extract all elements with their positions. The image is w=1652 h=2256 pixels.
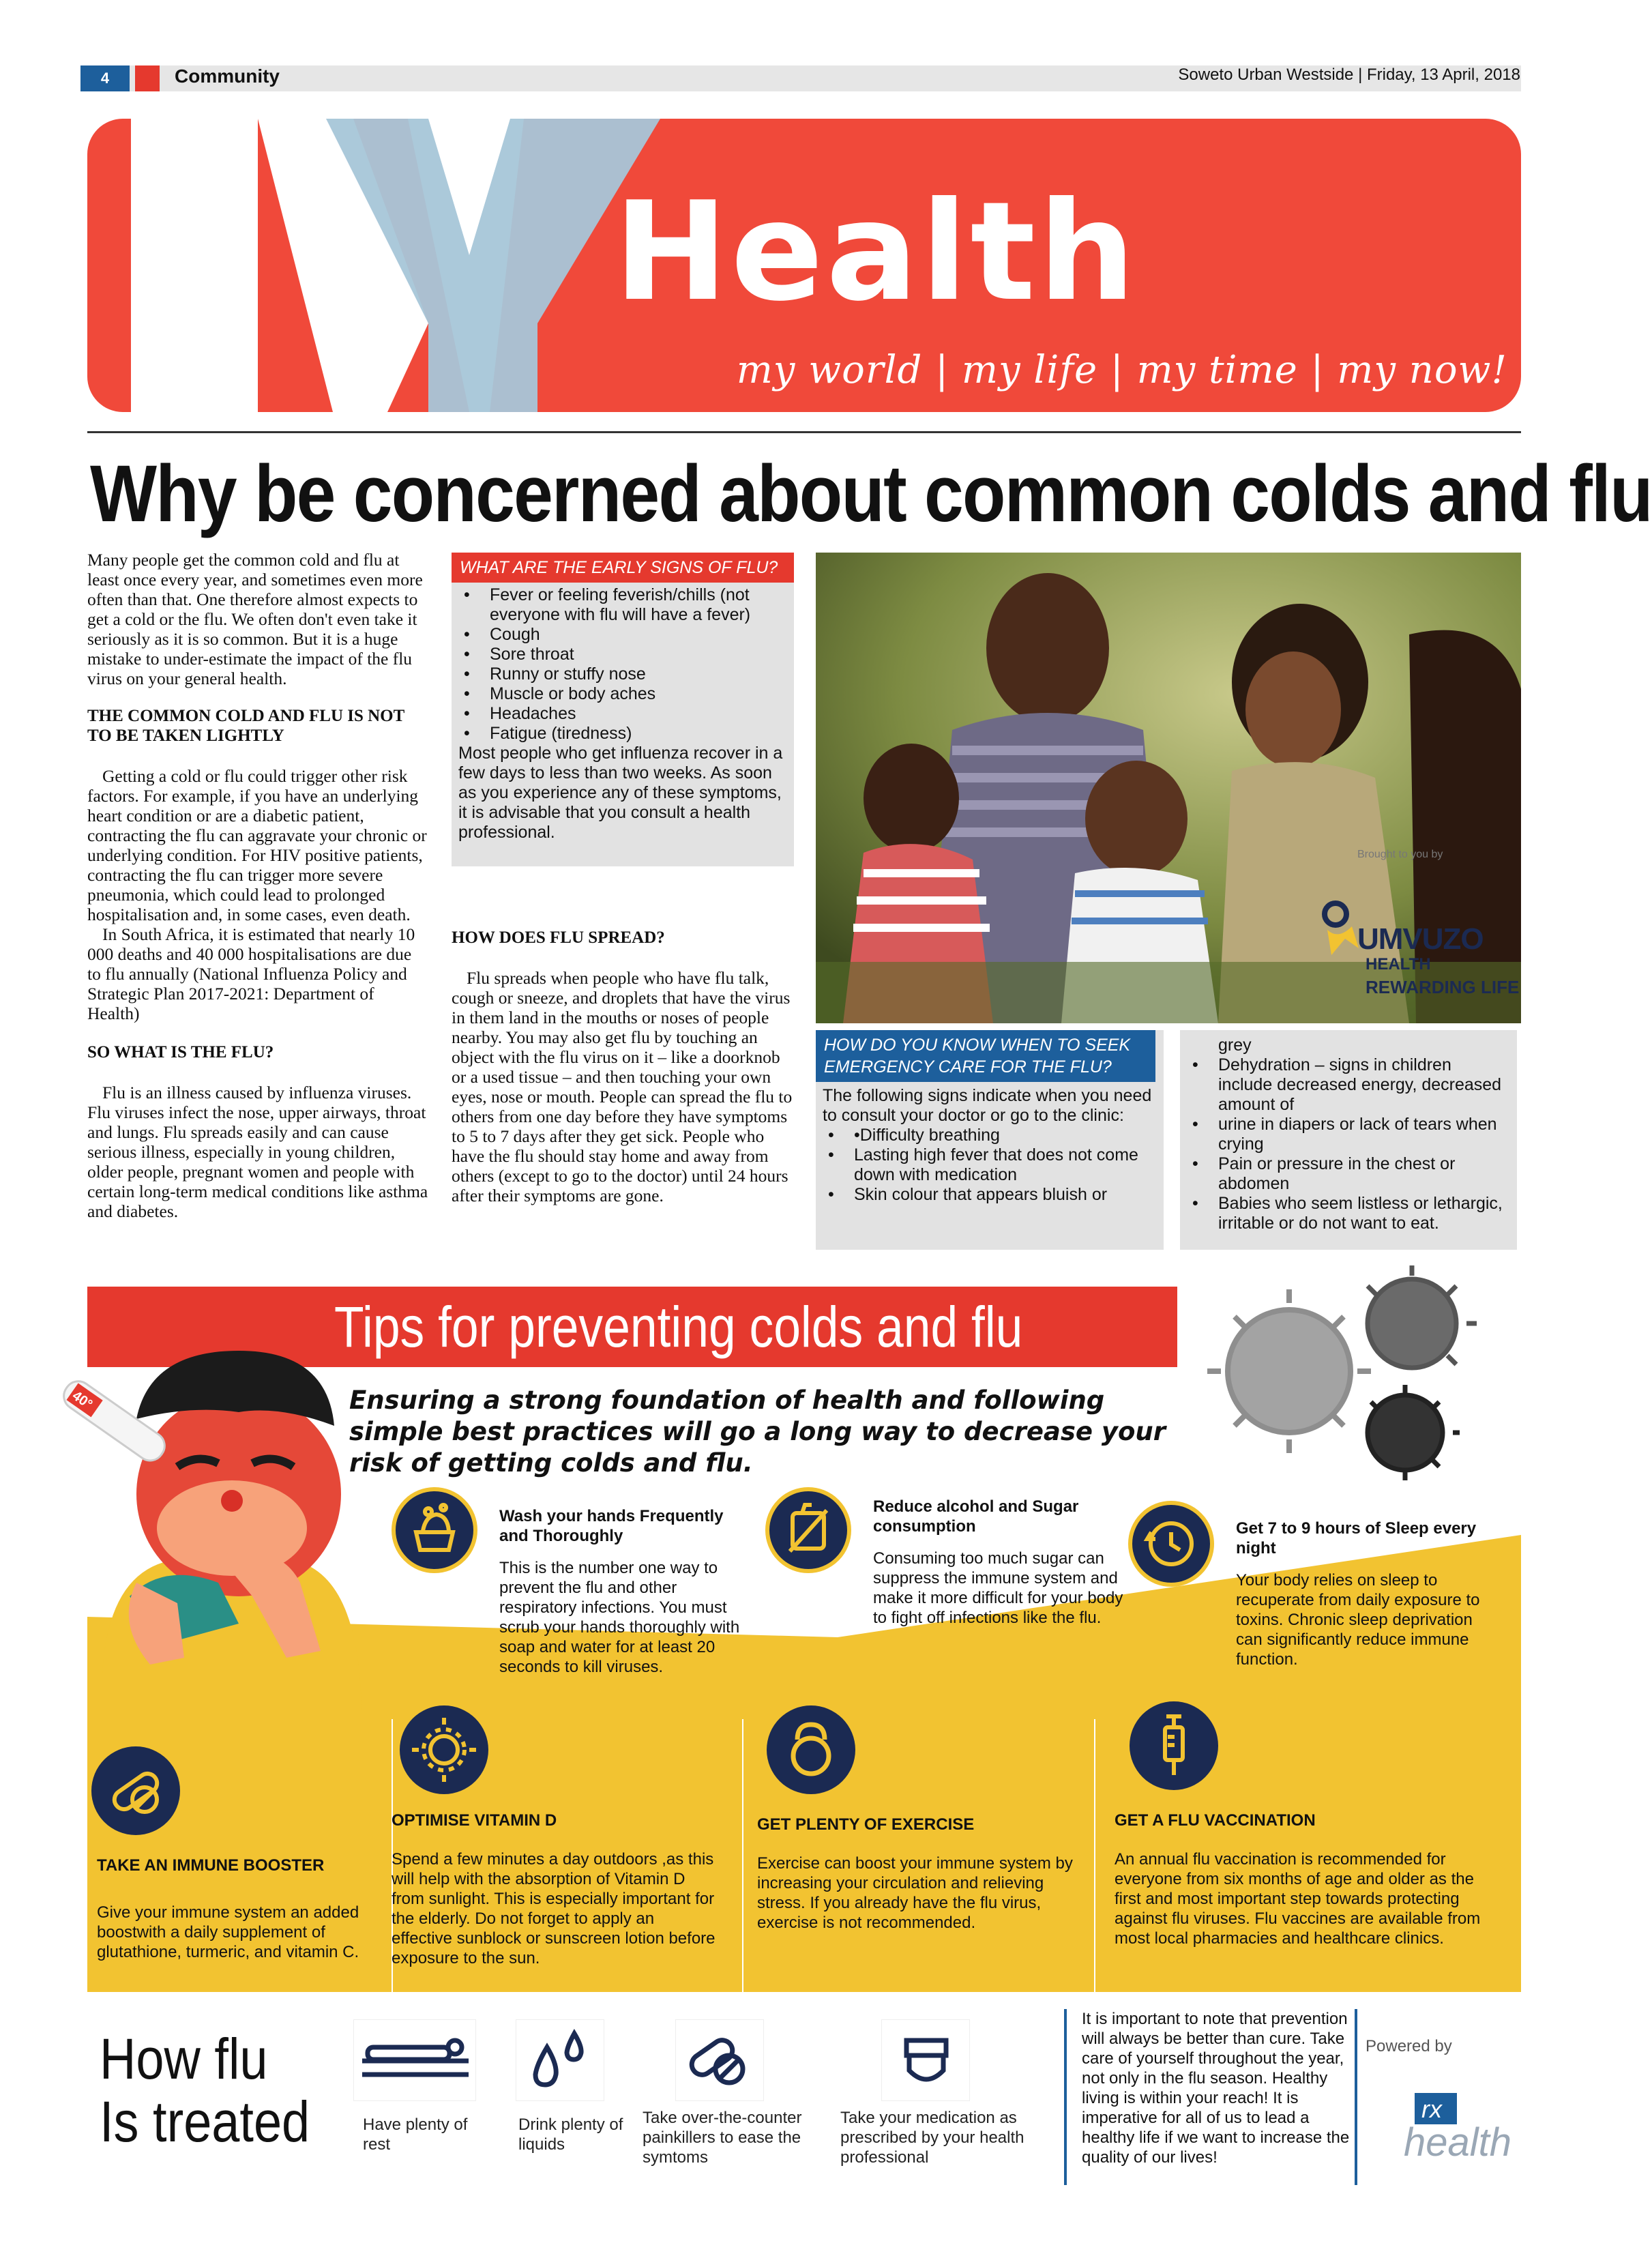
list-item: • urine in diapers or lack of tears when crying: [1187, 1115, 1510, 1154]
article-column-1: [87, 550, 428, 1221]
tip-immune-booster: [97, 1856, 377, 1962]
svg-text:rx: rx: [1421, 2095, 1442, 2123]
list-item: • Pain or pressure in the chest or abdomen: [1187, 1154, 1510, 1194]
tip-title: TAKE AN IMMUNE BOOSTER: [97, 1856, 325, 1875]
no-drink-icon: [765, 1487, 851, 1573]
early-signs-box: [452, 553, 794, 866]
treat-painkillers: Take over-the-counter painkillers to ease the symtoms: [643, 2109, 802, 2167]
emergency-intro: The following signs indicate when you need to consult your doctor or go to the clinic:: [823, 1086, 1152, 1125]
divider: [87, 431, 1521, 433]
virus-icon: [1187, 1248, 1521, 1508]
subhead-what-is-flu: SO WHAT IS THE FLU?: [87, 1043, 274, 1061]
subhead-not-lightly: THE COMMON COLD AND FLU IS NOT TO BE TAKEN LIGHTLY: [87, 707, 404, 745]
list-item: • Dehydration – signs in children include decreased energy, decreased amount of: [1187, 1055, 1510, 1115]
tip-reduce-alcohol: [873, 1497, 1125, 1628]
article-paragraph: In South Africa, it is estimated that nearly 10 000 deaths and 40 000 hospitalisations are due to flu annually (National Influenza Policy and Strategic Plan 2017-2021: Department of Health): [87, 924, 415, 1023]
sun-icon: [400, 1705, 488, 1794]
tip-text: Give your immune system an added boostwith a daily supplement of glutathione, turmeric, and vitamin C.: [97, 1903, 359, 1961]
treat-medication: Take your medication as prescribed by your health professional: [840, 2109, 1024, 2167]
emergency-continued: grey: [1218, 1036, 1252, 1055]
list-item: • Fatigue (tiredness): [458, 724, 787, 744]
article-paragraph: Flu spreads when people who have flu talk, cough or sneeze, and droplets that have the virus in them land in the mouths or noses of people nearby. You may also get flu by touching an object with the flu virus on it – like a doorknob or a used tissue – and then touching your own eyes, nose or mouth. People can spread the flu to others from one day before they have symptoms to 5 to 7 days after they get sick. People who have the flu should stay home and away from others (except to go to the doctor) until 24 hours after their symptoms are gone.: [452, 968, 793, 1205]
article-column-2: [452, 928, 793, 1205]
list-item: • Cough: [458, 625, 787, 645]
tips-title: Tips for preventing colds and flu: [334, 1295, 1023, 1359]
article-paragraph: Flu is an illness caused by influenza viruses. Flu viruses infect the nose, upper airways, throat and lungs. Flu spreads easily and can cause serious illness, especially in young children, older people, pregnant women and people with certain long-term medical conditions like asthma and diabetes.: [87, 1083, 428, 1221]
svg-text:health: health: [1404, 2120, 1512, 2165]
hands-washing-icon: [392, 1487, 477, 1573]
emergency-box-continued: [1180, 1030, 1517, 1250]
sponsor-sub: HEALTH: [1366, 955, 1431, 973]
list-item: • Lasting high fever that does not come down with medication: [823, 1145, 1157, 1185]
list-item: • Skin colour that appears bluish or: [823, 1185, 1157, 1205]
tip-title: Wash your hands Frequently and Thoroughly: [499, 1507, 724, 1545]
tip-vaccination: [1115, 1811, 1496, 1948]
treat-rest: Have plenty of rest: [363, 2115, 468, 2154]
tip-wash-hands: [499, 1506, 745, 1677]
tip-title: OPTIMISE VITAMIN D: [392, 1811, 557, 1830]
tip-title: Reduce alcohol and Sugar consumption: [873, 1497, 1079, 1536]
early-signs-list: [452, 583, 794, 744]
syringe-icon: [1130, 1701, 1218, 1790]
tip-title: GET A FLU VACCINATION: [1115, 1811, 1316, 1830]
prevention-note: It is important to note that prevention will always be better than cure. Take care of yourself throughout the year, not only in the flu season. Healthy living is within your reach! It is imperative for all of us to lead a healthy life if we want to increase the quality of our lives!: [1064, 2009, 1357, 2185]
tip-exercise: [757, 1815, 1078, 1933]
sponsor-slogan: REWARDING LIFE: [1366, 977, 1520, 997]
tip-text: Your body relies on sleep to recuperate from daily exposure to toxins. Chronic sleep deprivation can significantly reduce immune function.: [1236, 1571, 1480, 1669]
how-flu-treated-title: [100, 2027, 316, 2153]
droplets-icon: [516, 2019, 604, 2101]
tip-sleep: [1236, 1519, 1495, 1669]
rx-health-logo: [1398, 2087, 1514, 2163]
tips-intro: Ensuring a strong foundation of health and following simple best practices will go a long way to decrease your risk of getting colds and flu.: [349, 1386, 1166, 1478]
banner-tagline: my world | my life | my time | my now!: [736, 348, 1507, 392]
umvuzo-logo: [1318, 899, 1522, 1008]
divider: [742, 1719, 743, 1992]
tip-text: An annual flu vaccination is recommended for everyone from six months of age and older as the first and most important step towards protecting against flu viruses. Flu vaccines are available from most local pharmacies and healthcare clinics.: [1115, 1850, 1481, 1948]
article-paragraph: Getting a cold or flu could trigger other risk factors. For example, if you have an underlying heart condition or are a diabetic patient, contracting the flu can aggravate your chronic or underlying condition. For HIV positive patients, contracting the flu can trigger more severe pneumonia, which could lead to prolonged hospitalisation and, in some cases, even death.: [87, 766, 427, 924]
emergency-title: HOW DO YOU KNOW WHEN TO SEEK EMERGENCY CARE FOR THE FLU?: [816, 1030, 1155, 1082]
publication-date: Soweto Urban Westside | Friday, 13 April, 2018: [1178, 65, 1520, 84]
list-item: • Muscle or body aches: [458, 684, 787, 704]
powered-by-label: Powered by: [1366, 2037, 1452, 2055]
list-item: • Headaches: [458, 704, 787, 724]
subhead-flu-spread: HOW DOES FLU SPREAD?: [452, 928, 665, 947]
tip-text: Consuming too much sugar can suppress the immune system and make it more difficult for your body to fight off infections like the flu.: [873, 1549, 1123, 1627]
how-flu-treated-text: How flu Is treated: [100, 2027, 310, 2154]
section-label: Community: [175, 65, 280, 87]
pills-icon: [675, 2019, 764, 2101]
list-item: • •Difficulty breathing: [823, 1126, 1157, 1145]
article-headline: Why be concerned about common colds and flu: [90, 449, 1652, 539]
list-item: • Fever or feeling feverish/chills (not everyone with flu will have a fever): [458, 585, 787, 625]
treat-liquids: Drink plenty of liquids: [518, 2115, 623, 2154]
section-marker: [135, 65, 160, 91]
tip-text: This is the number one way to prevent the flu and other respiratory infections. You must scrub your hands thoroughly with soap and water for at least 20 seconds to kill viruses.: [499, 1559, 740, 1676]
divider: [1094, 1719, 1095, 1992]
doctor-icon: [881, 2019, 970, 2101]
list-item: • Babies who seem listless or lethargic, irritable or do not want to eat.: [1187, 1194, 1510, 1233]
sponsor-name: UMVUZO: [1357, 922, 1484, 956]
tip-title: GET PLENTY OF EXERCISE: [757, 1815, 975, 1834]
pill-icon: [91, 1746, 180, 1835]
early-signs-title: WHAT ARE THE EARLY SIGNS OF FLU?: [452, 553, 794, 583]
emergency-box: [816, 1030, 1164, 1250]
emergency-list-2: [1180, 1055, 1517, 1233]
list-item: • Runny or stuffy nose: [458, 664, 787, 684]
emergency-list: [816, 1126, 1164, 1205]
sick-person-illustration: [69, 1337, 375, 1719]
clock-icon: [1128, 1501, 1214, 1587]
sponsor-caption: Brought to you by: [1357, 849, 1443, 860]
tip-vitamin-d: [392, 1811, 719, 1968]
list-item: • Sore throat: [458, 645, 787, 664]
banner-title: Health: [614, 173, 1138, 332]
tip-text: Exercise can boost your immune system by increasing your circulation and relieving stress. If you already have the flu virus, exercise is not recommended.: [757, 1854, 1073, 1932]
bed-icon: [353, 2019, 476, 2101]
article-intro: Many people get the common cold and flu at least once every year, and sometimes even more often than that. One therefore almost expects to get a cold or the flu. We often don't even take it seriously as it is so common. But it is a huge mistake to under-estimate the impact of the flu virus on your general health.: [87, 550, 423, 688]
tip-text: Spend a few minutes a day outdoors ,as this will help with the absorption of Vitamin D from sunlight. This is especially important for the elderly. Do not forget to apply an effective sunblock or sunscreen lotion before exposure to the sun.: [392, 1850, 716, 1967]
tip-title: Get 7 to 9 hours of Sleep every night: [1236, 1519, 1477, 1557]
thermometer-reading: 40°: [69, 1388, 95, 1413]
early-signs-footer: Most people who get influenza recover in a few days to less than two weeks. As soon as you experience any of these symptoms, it is advisable that you consult a health professional.: [458, 744, 783, 842]
kettlebell-icon: [767, 1705, 855, 1794]
page-number: 4: [80, 65, 130, 91]
